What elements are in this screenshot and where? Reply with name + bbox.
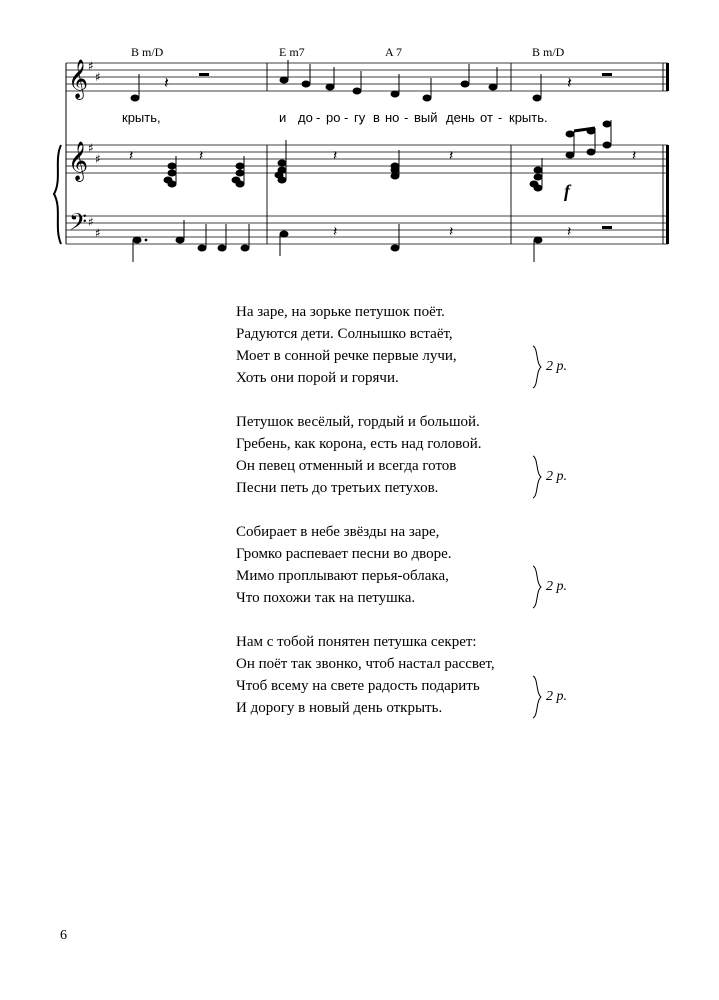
svg-text:♯: ♯	[88, 215, 94, 229]
curly-brace-icon	[532, 455, 542, 499]
repeat-mark	[532, 345, 567, 389]
chord-symbol: B m/D	[131, 45, 164, 59]
repeat-mark	[532, 565, 567, 609]
final-barline	[666, 63, 669, 244]
verse-line: Он поёт так звонко, чтоб настал рассвет,	[236, 656, 495, 672]
svg-text:♯: ♯	[95, 70, 101, 84]
repeat-label: 2 р.	[546, 469, 567, 484]
verse-list	[236, 301, 616, 741]
verse-line: Что похожи так на петушка.	[236, 590, 416, 606]
verse-line: Нам с тобой понятен петушка секрет:	[236, 634, 477, 650]
svg-text:𝄽: 𝄽	[632, 148, 637, 164]
curly-brace-icon	[532, 565, 542, 609]
svg-text:𝄽: 𝄽	[567, 73, 572, 92]
lyric-syllable: -	[404, 110, 409, 125]
verse	[236, 301, 616, 389]
lyric-syllable: и	[279, 110, 287, 125]
svg-text:𝄽: 𝄽	[333, 224, 338, 240]
lyric-syllable: крыть,	[122, 110, 161, 125]
barlines	[267, 63, 663, 244]
lyric-syllable: от	[480, 110, 493, 125]
verse-line: Собирает в небе звёзды на заре,	[236, 524, 440, 540]
lyric-syllable: -	[498, 110, 503, 125]
key-signature	[88, 59, 101, 240]
chord-symbol: A 7	[385, 45, 403, 59]
lyric-syllable: вый	[414, 110, 438, 125]
lyric-syllable: ро	[326, 110, 341, 125]
svg-text:𝄽: 𝄽	[333, 148, 338, 164]
curly-brace-icon	[532, 345, 542, 389]
chord-symbol: B m/D	[532, 45, 565, 59]
piano-bass-staff	[66, 216, 668, 244]
lyric-syllable: крыть.	[509, 110, 548, 125]
bass-clef-icon: 𝄢	[69, 208, 88, 241]
lyric-syllable: до	[298, 110, 313, 125]
lyric-syllable: день	[446, 110, 475, 125]
verse-line: На заре, на зорьке петушок поёт.	[236, 304, 445, 320]
music-score	[0, 0, 719, 290]
svg-text:𝄽: 𝄽	[129, 148, 134, 164]
piano-treble-notes	[129, 120, 636, 191]
repeat-label: 2 р.	[546, 689, 567, 704]
verse-line: И дорогу в новый день открыть.	[236, 700, 443, 716]
verse-line: Песни петь до третьих петухов.	[236, 480, 439, 496]
repeat-mark	[532, 675, 567, 719]
verse	[236, 411, 616, 499]
treble-clef-icon: 𝄞	[68, 59, 89, 99]
svg-text:𝄽: 𝄽	[567, 224, 572, 240]
svg-text:𝄽: 𝄽	[449, 148, 454, 164]
svg-text:♯: ♯	[88, 141, 94, 155]
repeat-label: 2 р.	[546, 579, 567, 594]
verse-line: Моет в сонной речке первые лучи,	[236, 348, 457, 364]
verse-line: Радуются дети. Солнышко встаёт,	[236, 326, 453, 342]
dynamic-forte: f	[564, 181, 570, 201]
svg-text:𝄽: 𝄽	[449, 224, 454, 240]
verse-line: Гребень, как корона, есть над головой.	[236, 436, 482, 452]
repeat-mark	[532, 455, 567, 499]
piano-treble-staff	[66, 145, 668, 173]
curly-brace-icon	[532, 675, 542, 719]
verse-line: Он певец отменный и всегда готов	[236, 458, 457, 474]
svg-text:♯: ♯	[88, 59, 94, 73]
lyric-syllable: гу	[354, 110, 366, 125]
treble-clef-icon: 𝄞	[68, 141, 89, 181]
svg-text:♯: ♯	[95, 226, 101, 240]
verse	[236, 631, 616, 719]
verse-line: Громко распевает песни во дворе.	[236, 546, 452, 562]
piano-bass-notes	[133, 220, 612, 262]
verse	[236, 521, 616, 609]
chord-symbol: E m7	[279, 45, 305, 59]
svg-text:𝄽: 𝄽	[199, 148, 204, 164]
svg-text:♯: ♯	[95, 152, 101, 166]
lyric-syllable: но	[385, 110, 400, 125]
verse-line: Чтоб всему на свете радость подарить	[236, 678, 480, 694]
piano-brace	[54, 145, 61, 244]
lyric-syllable: -	[344, 110, 349, 125]
voice-notes	[131, 60, 612, 101]
repeat-label: 2 р.	[546, 359, 567, 374]
lyric-syllable: в	[373, 110, 380, 125]
verse-line: Петушок весёлый, гордый и большой.	[236, 414, 480, 430]
verse-line: Мимо проплывают перья-облака,	[236, 568, 449, 584]
page-number: 6	[60, 928, 67, 943]
verse-line: Хоть они порой и горячи.	[236, 370, 399, 386]
lyric-syllable: -	[316, 110, 321, 125]
voice-staff	[66, 63, 668, 91]
svg-text:𝄽: 𝄽	[164, 73, 169, 92]
